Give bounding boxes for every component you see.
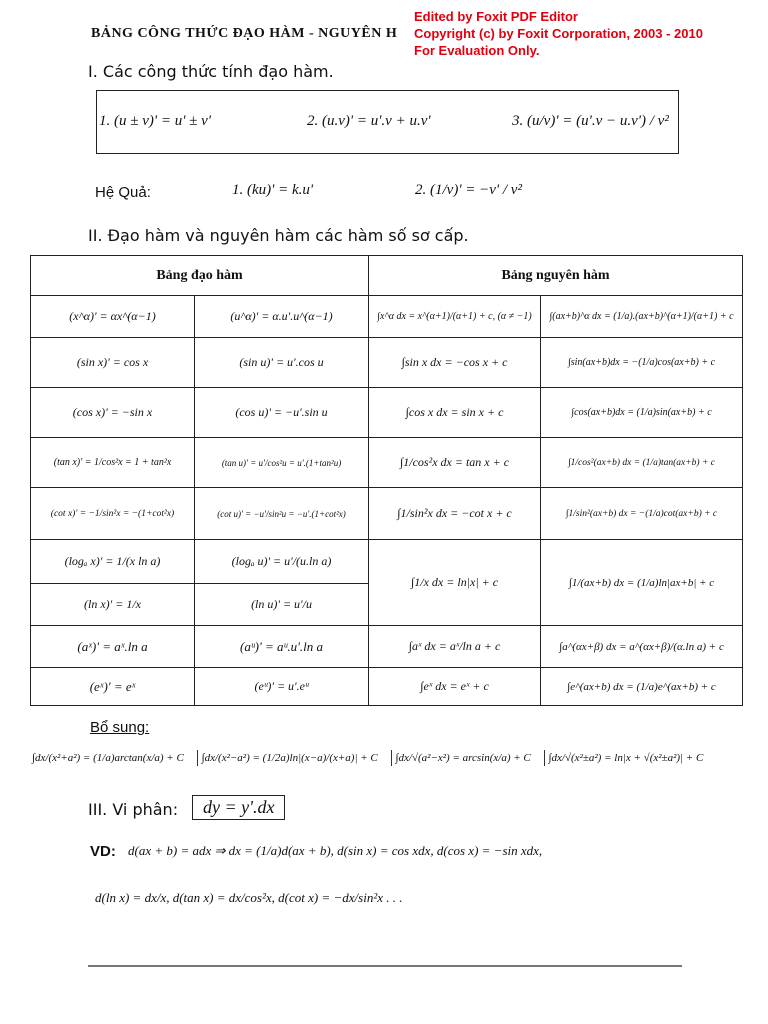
page-title: BẢNG CÔNG THỨC ĐẠO HÀM - NGUYÊN H (91, 26, 398, 41)
corollary-1: 1. (ku)' = k.u' (232, 182, 314, 198)
table-row (31, 338, 743, 388)
table-cell: ∫x^α dx = x^(α+1)/(α+1) + c, (α ≠ −1) (369, 296, 541, 338)
table-cell: (x^α)' = αx^(α−1) (31, 296, 195, 338)
corollary-2: 2. (1/v)' = −v' / v² (415, 182, 522, 198)
table-cell: ∫sin x dx = −cos x + c (369, 338, 541, 388)
table-cell: (logₐ u)' = u'/(u.ln a) (195, 540, 369, 584)
table-cell: ∫cos(ax+b)dx = (1/a)sin(ax+b) + c (541, 388, 743, 438)
rule-quotient: 3. (u/v)' = (u'.v − u.v') / v² (512, 113, 669, 129)
table-row (31, 388, 743, 438)
corollary-label: Hệ Quả: (95, 184, 151, 201)
table-cell: ∫cos x dx = sin x + c (369, 388, 541, 438)
derivative-antiderivative-table (30, 255, 743, 706)
table-cell: (cos u)' = −u'.sin u (195, 388, 369, 438)
table-cell: ∫eˣ dx = eˣ + c (369, 668, 541, 706)
table-cell: (eᵘ)' = u'.eᵘ (195, 668, 369, 706)
supplement-formula: ∫dx/(x²−a²) = (1/2a)ln|(x−a)/(x+a)| + C (197, 750, 382, 766)
table-row (31, 488, 743, 540)
supplement-formula: ∫dx/√(x²±a²) = ln|x + √(x²±a²)| + C (544, 750, 708, 766)
table-cell: (eˣ)' = eˣ (31, 668, 195, 706)
table-cell: ∫sin(ax+b)dx = −(1/a)cos(ax+b) + c (541, 338, 743, 388)
table-cell: (tan u)' = u'/cos²u = u'.(1+tan²u) (195, 438, 369, 488)
table-row (31, 540, 743, 584)
table-cell: (aᵘ)' = aᵘ.u'.ln a (195, 626, 369, 668)
watermark-line-2: Copyright (c) by Foxit Corporation, 2003 - 2010 (414, 26, 703, 41)
derivative-rules-box (96, 90, 679, 154)
supplement-label: Bổ sung: (90, 719, 150, 736)
example-line-2: d(ln x) = dx/x, d(tan x) = dx/cos²x, d(cot x) = −dx/sin²x . . . (95, 890, 403, 905)
col-header-derivatives: Bảng đạo hàm (31, 256, 369, 296)
table-cell: ∫1/cos²(ax+b) dx = (1/a)tan(ax+b) + c (541, 438, 743, 488)
rule-product: 2. (u.v)' = u'.v + u.v' (307, 113, 431, 129)
table-cell: (logₐ x)' = 1/(x ln a) (31, 540, 195, 584)
example-label: VD: (90, 843, 116, 860)
table-cell: (aˣ)' = aˣ.ln a (31, 626, 195, 668)
supplement-formula: ∫dx/(x²+a²) = (1/a)arctan(x/a) + C (32, 752, 184, 764)
table-row (31, 626, 743, 668)
table-cell: (sin u)' = u'.cos u (195, 338, 369, 388)
differential-formula: dy = y'.dx (192, 795, 285, 820)
footer-divider (88, 965, 682, 967)
watermark-line-3: For Evaluation Only. (414, 43, 540, 58)
section3-heading: III. Vi phân: (88, 800, 179, 819)
foxit-watermark (412, 8, 705, 59)
rule-sum: 1. (u ± v)' = u' ± v' (99, 113, 212, 129)
table-cell: ∫e^(ax+b) dx = (1/a)e^(ax+b) + c (541, 668, 743, 706)
table-cell: (u^α)' = α.u'.u^(α−1) (195, 296, 369, 338)
table-cell: ∫1/cos²x dx = tan x + c (369, 438, 541, 488)
section2-heading: II. Đạo hàm và nguyên hàm các hàm số sơ cấp. (88, 226, 469, 245)
table-cell: (cot u)' = −u'/sin²u = −u'.(1+cot²x) (195, 488, 369, 540)
table-cell: (ln u)' = u'/u (195, 584, 369, 626)
table-row (31, 668, 743, 706)
table-cell: ∫1/(ax+b) dx = (1/a)ln|ax+b| + c (541, 540, 743, 626)
supplement-formulas (28, 750, 753, 766)
table-cell: (cos x)' = −sin x (31, 388, 195, 438)
table-cell: (ln x)' = 1/x (31, 584, 195, 626)
col-header-antiderivatives: Bảng nguyên hàm (369, 256, 743, 296)
table-row (31, 296, 743, 338)
table-row (31, 438, 743, 488)
example-line-1: d(ax + b) = adx ⇒ dx = (1/a)d(ax + b), d(sin x) = cos xdx, d(cos x) = −sin xdx, (128, 843, 543, 858)
section1-heading: I. Các công thức tính đạo hàm. (88, 62, 334, 81)
table-cell: (tan x)' = 1/cos²x = 1 + tan²x (31, 438, 195, 488)
table-cell: ∫1/x dx = ln|x| + c (369, 540, 541, 626)
supplement-formula: ∫dx/√(a²−x²) = arcsin(x/a) + C (391, 750, 535, 766)
table-cell: ∫1/sin²x dx = −cot x + c (369, 488, 541, 540)
table-cell: ∫1/sin²(ax+b) dx = −(1/a)cot(ax+b) + c (541, 488, 743, 540)
table-cell: (cot x)' = −1/sin²x = −(1+cot²x) (31, 488, 195, 540)
table-cell: ∫a^(αx+β) dx = a^(αx+β)/(α.ln a) + c (541, 626, 743, 668)
watermark-line-1: Edited by Foxit PDF Editor (414, 9, 578, 24)
table-cell: ∫aˣ dx = aˣ/ln a + c (369, 626, 541, 668)
table-cell: ∫(ax+b)^α dx = (1/a).(ax+b)^(α+1)/(α+1) + c (541, 296, 743, 338)
table-cell: (sin x)' = cos x (31, 338, 195, 388)
